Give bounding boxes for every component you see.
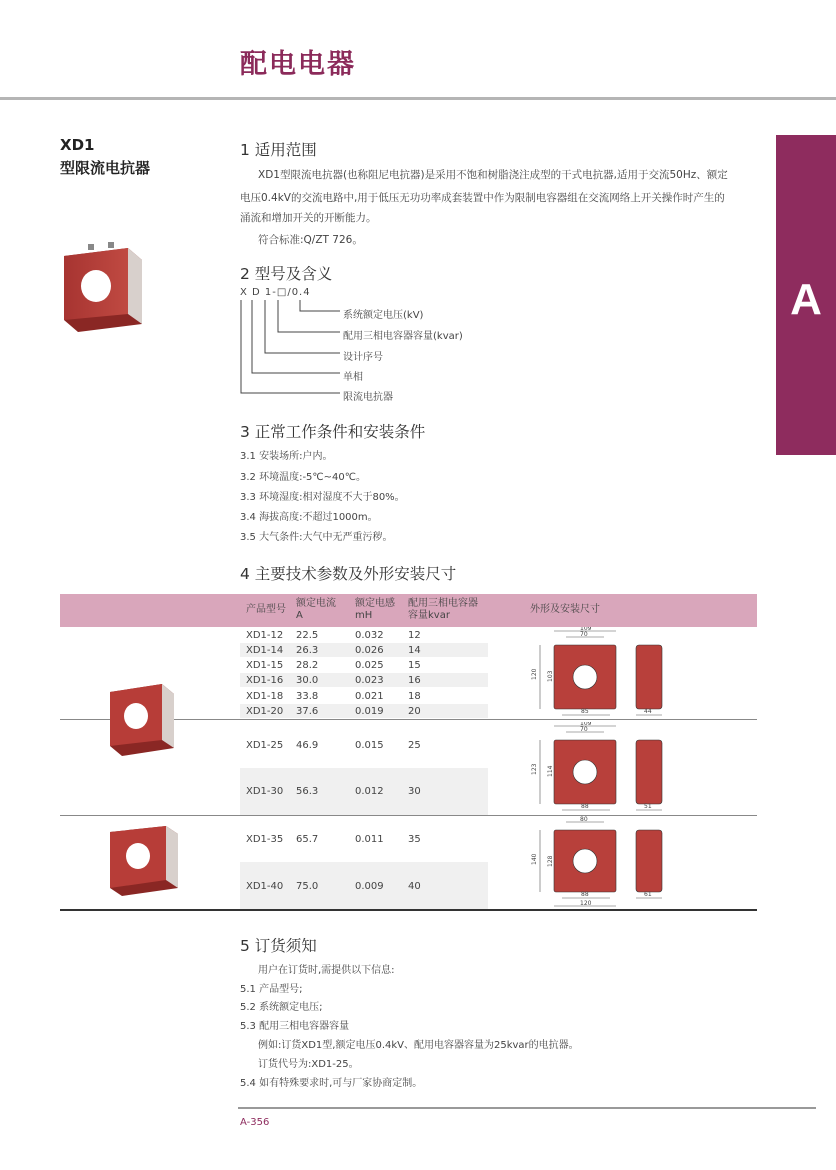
svg-text:114: 114 — [547, 765, 554, 777]
svg-text:88: 88 — [581, 803, 589, 810]
cell-current: 33.8 — [296, 691, 319, 702]
product-title: 型限流电抗器 — [60, 159, 151, 177]
cell-inductance: 0.021 — [355, 691, 384, 702]
cell-inductance: 0.009 — [355, 881, 384, 892]
product-photo-small — [104, 818, 184, 904]
th-dims: 外形及安装尺寸 — [530, 604, 600, 615]
cell-current: 26.3 — [296, 645, 319, 656]
dimension-drawing-1 — [526, 627, 696, 719]
product-model: XD1 — [60, 136, 95, 154]
svg-text:103: 103 — [547, 670, 554, 682]
cell-model: XD1-40 — [246, 881, 284, 892]
cell-inductance: 0.019 — [355, 706, 384, 717]
svg-text:61: 61 — [644, 891, 652, 898]
dimension-drawing-3 — [526, 816, 696, 908]
order-code: 订货代号为:XD1-25。 — [258, 1059, 359, 1070]
cell-inductance: 0.015 — [355, 740, 384, 751]
cell-current: 46.9 — [296, 740, 319, 751]
section-5-title: 5 订货须知 — [240, 937, 317, 955]
product-name — [60, 134, 150, 180]
th-inductance: 额定电感 mH — [355, 598, 395, 621]
section-1-standard: 符合标准:Q/ZT 726。 — [258, 234, 363, 246]
model-code-diagram — [238, 298, 348, 398]
cell-inductance: 0.012 — [355, 786, 384, 797]
th-capacity: 配用三相电容器 容量kvar — [408, 598, 478, 621]
page-header: 配电电器 — [240, 49, 356, 80]
svg-text:70: 70 — [580, 726, 588, 733]
svg-text:109: 109 — [580, 627, 592, 632]
cell-model: XD1-20 — [246, 706, 284, 717]
condition-item: 3.5 大气条件:大气中无严重污秽。 — [240, 532, 393, 543]
svg-text:85: 85 — [581, 708, 589, 715]
cell-inductance: 0.025 — [355, 660, 384, 671]
cell-capacity: 30 — [408, 786, 421, 797]
cell-inductance: 0.026 — [355, 645, 384, 656]
section-1-title: 1 适用范围 — [240, 141, 317, 159]
cell-model: XD1-25 — [246, 740, 284, 751]
condition-item: 3.2 环境温度:-5℃~40℃。 — [240, 472, 366, 483]
cell-inductance: 0.011 — [355, 834, 384, 845]
cell-model: XD1-18 — [246, 691, 284, 702]
cell-inductance: 0.032 — [355, 630, 384, 641]
code-label-phase: 单相 — [343, 372, 363, 383]
section-1-para1: XD1型限流电抗器(也称阻尼电抗器)是采用不饱和树脂浇注成型的干式电抗器,适用于交流50Hz、额定 — [258, 169, 728, 181]
cell-current: 75.0 — [296, 881, 319, 892]
code-label-voltage: 系统额定电压(kV) — [343, 310, 424, 321]
model-code: X D 1-□/0.4 — [240, 287, 311, 298]
cell-capacity: 18 — [408, 691, 421, 702]
product-photo-small — [104, 676, 180, 762]
order-example: 例如:订货XD1型,额定电压0.4kV、配用电容器容量为25kvar的电抗器。 — [258, 1040, 579, 1051]
cell-model: XD1-30 — [246, 786, 284, 797]
condition-item: 3.1 安装场所:户内。 — [240, 451, 333, 462]
cell-capacity: 14 — [408, 645, 421, 656]
cell-model: XD1-35 — [246, 834, 284, 845]
svg-text:51: 51 — [644, 803, 652, 810]
svg-text:80: 80 — [580, 816, 588, 823]
svg-text:88: 88 — [581, 891, 589, 898]
section-4-title: 4 主要技术参数及外形安装尺寸 — [240, 565, 457, 583]
cell-capacity: 20 — [408, 706, 421, 717]
section-1-para3: 涌流和增加开关的开断能力。 — [240, 212, 377, 224]
cell-capacity: 16 — [408, 675, 421, 686]
section-1-para2: 电压0.4kV的交流电路中,用于低压无功功率成套装置中作为限制电容器组在交流网络上开关操作时产生的 — [240, 192, 725, 204]
cell-capacity: 25 — [408, 740, 421, 751]
code-label-type: 限流电抗器 — [343, 392, 393, 403]
section-3-title: 3 正常工作条件和安装条件 — [240, 423, 426, 441]
th-model: 产品型号 — [246, 604, 286, 615]
cell-capacity: 15 — [408, 660, 421, 671]
cell-current: 56.3 — [296, 786, 319, 797]
section-2-title: 2 型号及含义 — [240, 265, 333, 283]
cell-model: XD1-14 — [246, 645, 284, 656]
cell-model: XD1-15 — [246, 660, 284, 671]
cell-current: 30.0 — [296, 675, 319, 686]
svg-text:120: 120 — [531, 668, 538, 680]
svg-text:140: 140 — [531, 853, 538, 865]
cell-model: XD1-16 — [246, 675, 284, 686]
svg-text:44: 44 — [644, 708, 652, 715]
code-label-design: 设计序号 — [343, 352, 383, 363]
cell-inductance: 0.023 — [355, 675, 384, 686]
footer-rule — [238, 1107, 816, 1109]
condition-item: 3.3 环境湿度:相对湿度不大于80%。 — [240, 492, 405, 503]
section-tab — [776, 135, 836, 455]
order-item: 5.2 系统额定电压; — [240, 1002, 323, 1013]
svg-text:120: 120 — [580, 900, 592, 907]
table-bottom-rule — [60, 909, 757, 911]
order-item: 5.3 配用三相电容器容量 — [240, 1021, 350, 1032]
cell-capacity: 40 — [408, 881, 421, 892]
order-item: 5.1 产品型号; — [240, 984, 303, 995]
svg-text:128: 128 — [547, 855, 554, 867]
cell-current: 22.5 — [296, 630, 319, 641]
svg-text:70: 70 — [580, 631, 588, 638]
cell-capacity: 35 — [408, 834, 421, 845]
table-header — [60, 594, 757, 627]
section-tab-letter: A — [790, 275, 822, 324]
page-number: A-356 — [240, 1117, 270, 1128]
dimension-drawing-2 — [526, 722, 696, 814]
condition-item: 3.4 海拔高度:不超过1000m。 — [240, 512, 378, 523]
header-rule — [0, 97, 836, 100]
order-special: 5.4 如有特殊要求时,可与厂家协商定制。 — [240, 1078, 423, 1089]
svg-text:123: 123 — [531, 763, 538, 775]
cell-current: 65.7 — [296, 834, 319, 845]
svg-text:109: 109 — [580, 722, 592, 727]
th-current: 额定电流 A — [296, 598, 336, 621]
code-label-capacity: 配用三相电容器容量(kvar) — [343, 331, 463, 342]
cell-current: 37.6 — [296, 706, 319, 717]
product-photo — [58, 238, 148, 338]
order-intro: 用户在订货时,需提供以下信息: — [258, 965, 395, 976]
cell-capacity: 12 — [408, 630, 421, 641]
cell-current: 28.2 — [296, 660, 319, 671]
cell-model: XD1-12 — [246, 630, 284, 641]
